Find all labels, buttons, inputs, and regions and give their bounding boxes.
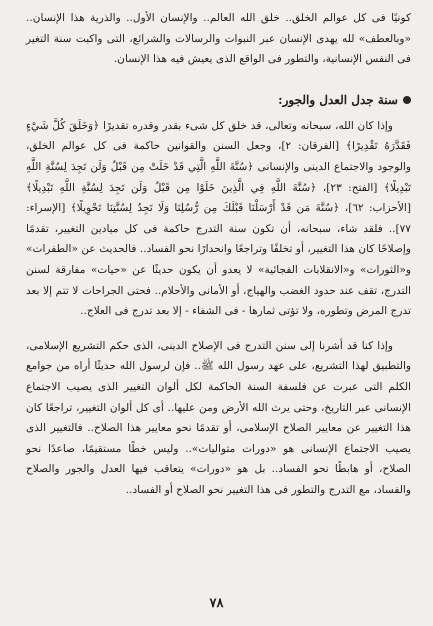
justice-paragraph: وإذا كان الله، سبحانه وتعالى، قد خلق كل شىء بقدر وقدره تقديرًا ﴿وَخَلَقَ كُلَّ شَيْءٍ فَقَدَّرَهُ تَقْدِيرًا﴾ [الفرقان: ٢]، وجعل السنن والقوانين حاكمة فى كل عوالم الخلق، والوجود والاجتماع الدينى والإنسانى ﴿سُنَّةَ اللَّهِ الَّتِي قَدْ خَلَتْ مِن قَبْلُ وَلَن تَجِدَ لِسُنَّةِ اللَّهِ تَبْدِيلًا﴾ [الفتح: ٢٣]، ﴿سُنَّةَ اللَّهِ فِي الَّذِينَ خَلَوْا مِن قَبْلُ وَلَن تَجِدَ لِسُنَّةِ اللَّهِ تَبْدِيلًا﴾ [الأحزاب: ٦٢]، ﴿سُنَّةَ مَن قَدْ أَرْسَلْنَا قَبْلَكَ مِن رُّسُلِنَا وَلَا تَجِدُ لِسُنَّتِنَا تَحْوِيلًا﴾ [الإسراء: ٧٧].. فلقد شاء، سبحانه، أن تكون سنة التدرج حاكمة فى كل ميادين التغيير، تقدمًا وإصلاحًا كان هذا التغيير، أو تخلفًا وتراجعًا وانحدارًا نحو الفساد.. فالحديث عن «الطفرات» و«الثورات» و«الانقلابات الفجائية» لا يعدو أن يكون حديثًا عن «حيات» مفارقة لسنن التدرج، تقف عند حدود الغضب والهياج، أو الأمانى والأحلام.. فحتى الجراحات لا تتم إلا بعد تدرج المرض وتطوره، ولا تؤتى ثمارها - فى الشفاء - إلا بعد تدرج فى العلاج.. bbox=[26, 119, 412, 318]
section-heading bbox=[26, 90, 411, 110]
bullet-icon bbox=[403, 96, 411, 104]
page-number: ٧٨ bbox=[209, 596, 224, 611]
section-heading-text: سنة جدل العدل والجور: bbox=[278, 92, 398, 107]
intro-paragraph: كونيًا فى كل عوالم الخلق.. خلق الله العالم.. والإنسان الأول.. والذرية هذا الإنسان.. «وبالعطف» لله يهدى الإنسان عبر النبوات والرسالات والشرائع، التى واكبت سنة التغير فى النفس الإنسانية، والتطور فى الواقع الذى يعيش فيه هذا الإنسان. bbox=[26, 12, 411, 66]
reform-paragraph: وإذا كنا قد أشرنا إلى سنن التدرج فى الإصلاح الدينى، الذى حكم التشريع الإسلامى، والتطبيق لهذا التشريع، على عهد رسول الله ﷺ.. فإن لرسول الله حديثًا أراه من جوامع الكلم التى عبرت عن فلسفة السنة الحاكمة لكل ألوان التغيير الذى يصيب الاجتماع الإنسانى عبر التاريخ، وحتى يرث الله الأرض ومن عليها.. أى كل ألوان التغيير، تراجعًا كان هذا التغيير عن معايير الصلاح الإسلامى، أو تقدمًا نحو معايير هذا الصلاح.. فالتغيير الذى يصيب الاجتماع الإنسانى هو «دورات متواليات».. وليس خطًا مستقيمًا، صاعدًا نحو الصلاح، أو هابطًا نحو الفساد.. بل هو «دورات» يتعاقب فيها العدل والجور والصلاح والفساد، مع التدرج والتطور فى هذا التغيير نحو الصلاح أو الفساد.. bbox=[26, 339, 411, 496]
